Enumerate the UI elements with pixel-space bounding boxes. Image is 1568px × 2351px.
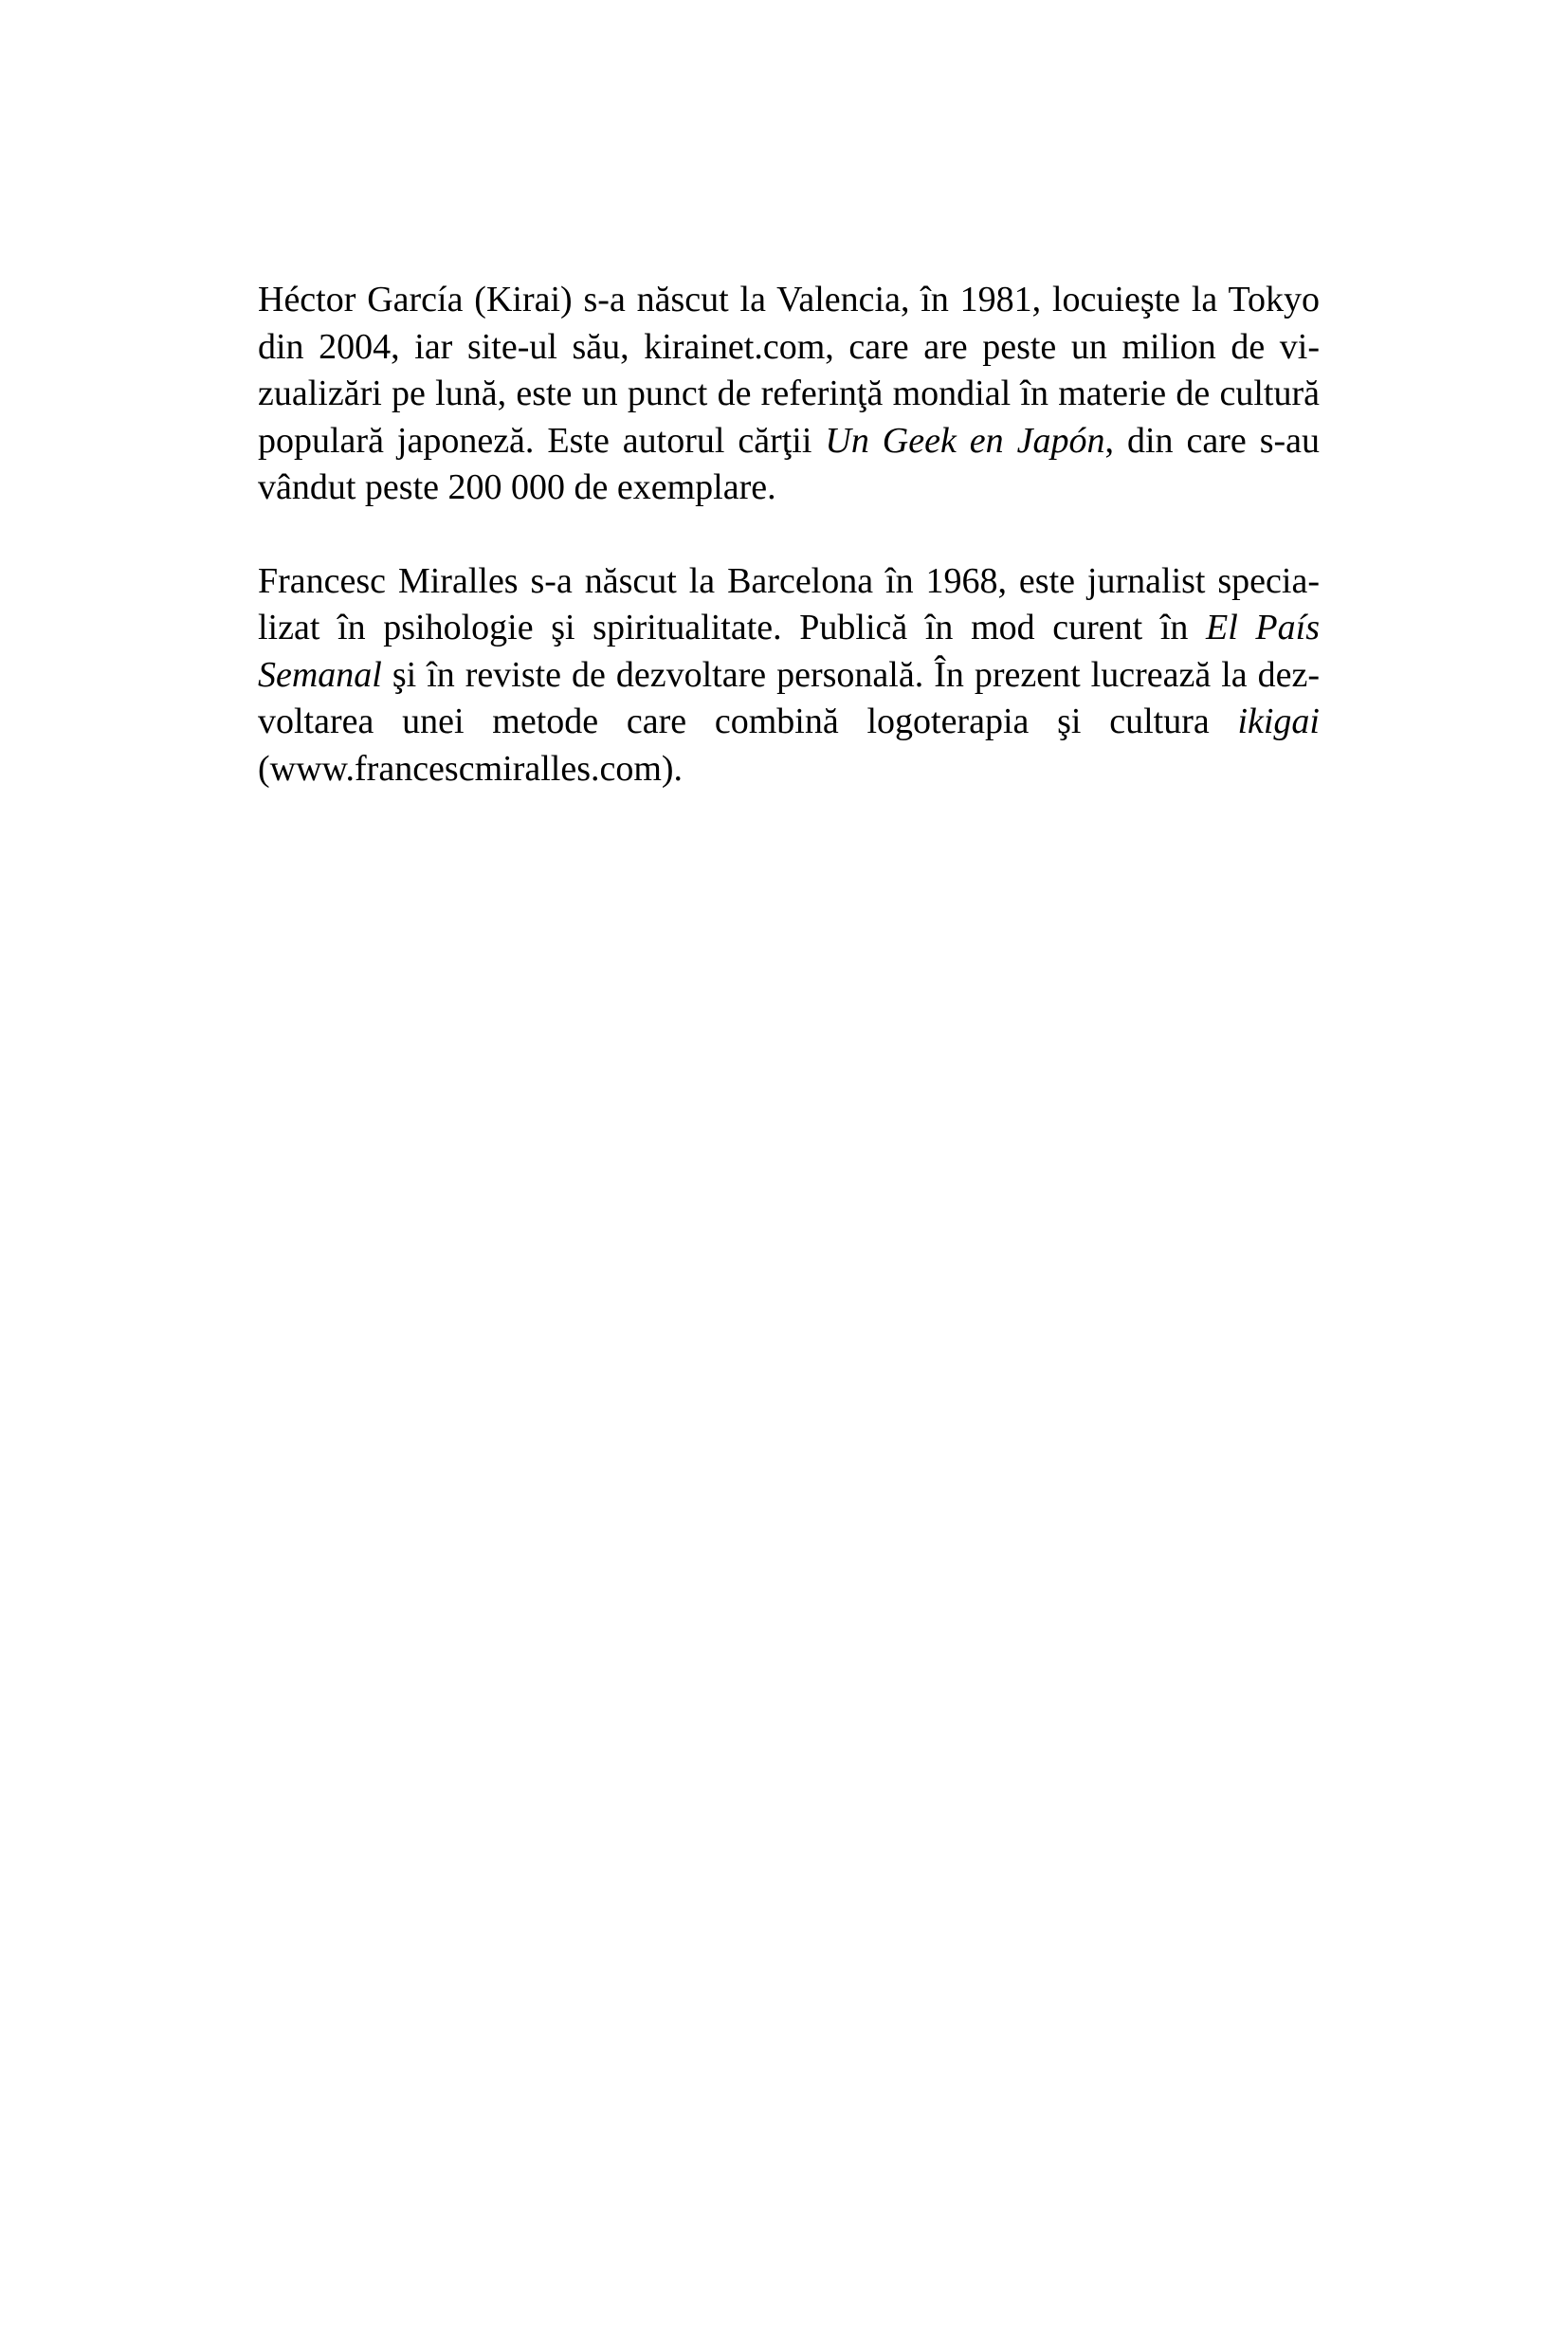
publication-title-italic: El País [1206, 608, 1320, 647]
bio-line: zualizări pe lună, este un punct de referinţă mondial în materie de cultură [258, 374, 1320, 413]
bio-line [258, 652, 1320, 700]
line-text: , din care s-au [1104, 420, 1320, 461]
book-title-italic: Un Geek en Japón [825, 420, 1105, 461]
bio-line [258, 418, 1320, 465]
line-text: populară japoneză. Este autorul cărţii [258, 420, 826, 461]
line-text: lizat în psihologie şi spiritualitate. Publică în mod curent în [258, 608, 1207, 647]
line-text: şi în reviste de dezvoltare personală. În prezent lucrează la dez- [381, 654, 1320, 695]
bio-hector-garcia [258, 277, 1320, 512]
bio-line: Héctor García (Kirai) s-a născut la Valencia, în 1981, locuieşte la Tokyo [258, 280, 1320, 319]
bio-line [258, 605, 1320, 652]
bio-line: (www.francescmiralles.com). [258, 748, 684, 789]
author-bios [258, 277, 1320, 793]
bio-line: din 2004, iar site-ul său, kirainet.com, care are peste un milion de vi- [258, 326, 1320, 367]
bio-francesc-miralles [258, 558, 1320, 793]
line-text: voltarea unei metode care combină logoterapia şi cultura [258, 702, 1238, 741]
bio-line: Francesc Miralles s-a născut la Barcelona în 1968, este jurnalist specia- [258, 560, 1320, 601]
publication-title-italic: Semanal [258, 654, 382, 695]
term-italic: ikigai [1237, 702, 1320, 741]
bio-line [258, 699, 1320, 746]
bio-line: vândut peste 200 000 de exemplare. [258, 467, 776, 507]
